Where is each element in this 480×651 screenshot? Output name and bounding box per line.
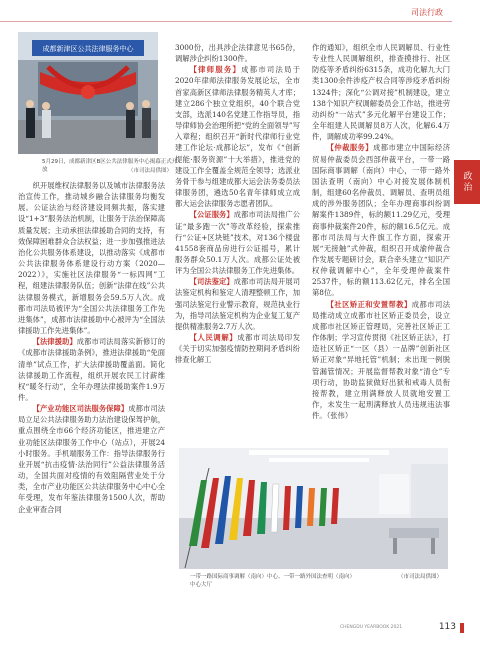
section-body: 成都市司法局印发《关于切实加强疫情防控期间矛盾纠纷排查化解工: [175, 333, 301, 365]
page-number: 113: [438, 622, 456, 632]
hall-illustration: [179, 448, 448, 569]
section-body: 成都市建立中国际经济贸易仲裁委员会西部仲裁平台，一带一路国际商事调解（南向）中心，一带一路外国法查明（南向）中心对接发展体制机制，组建60名仲裁员、调解员、查明员组成的涉外服务团队；全年办理商事纠纷调解案件1389件，标的额11.29亿元，受理商事仲裁案件20件，标的额16.5亿元。成都市司法局与大件旗工作方面，探索开展“无接触”式仲裁，组织召开成渝仲裁合作发展专题研讨会，联合牵头建立“知识产权仲裁调解中心”，全年受理仲裁案件2537件，标的额113.62亿元，排名全国第8位。: [312, 143, 451, 298]
section-body: 成都市司法局立足公共法律服务助力法治建设保驾护航，重点围绕全市66个经济功能区，推进建立产业功能区法律服务工作中心（站点），开展24小时服务。手机端服务工作：指导法律服务行业开展“抗击疫情·法治同行”公益法律服务活动，全国共面对疫情的有效阻隔营业处于分类，全市产业功能区公共法律服务中心中心全年受理，发布年鉴法律服务1500人次，帮助企业审查合同: [18, 404, 165, 514]
header-rule: [0, 21, 452, 22]
photo-top-credit: （市司法局供图）: [127, 168, 172, 174]
article-paragraph: 3000份，出具涉企法律意见书65份，调解涉企纠纷1300件。: [175, 43, 300, 64]
ceremony-illustration: [18, 32, 158, 154]
article-section: [18, 403, 165, 515]
center-sign-text: 成都新津区公共法律服务中心: [42, 45, 134, 53]
section-body: 成都市司法局开展司法鉴定机构和鉴定人清理整顿工作，加强司法鉴定行业警示教育，规范执业行为，指导司法鉴定机构为企业复工复产提供精准服务2.7万人次。: [175, 277, 301, 331]
section-heading: 【司法鉴定】: [189, 277, 234, 287]
article-section: [175, 276, 300, 332]
section-heading: 【产业功能区司法服务保障】: [32, 404, 129, 414]
article-section: [175, 209, 300, 276]
side-section-tab: 政治: [454, 160, 480, 204]
article-column-2: [175, 42, 300, 366]
article-section: [175, 64, 300, 209]
section-heading: 【公证服务】: [189, 210, 234, 220]
section-body: 成都市司法局于2020年律师法律服务发展论坛，全市首家高新区律师法律服务精英人才库；建立286个独立党组织，40个联合党支部，选派140名党建工作指导员，指导律师协会治理所把“党的全面领导”写入章程；组织召开“新时代律师行业党建工作论坛·成都论坛”，发布《“创新提能·服务资源”十大举措》，推进党的建设工作全覆盖全规范全领导；选派业务骨干参与组建成都大运会法务委员法律服务团，遴选50名青年律师成立成都大运会法律服务志愿者团队。: [175, 65, 301, 209]
yearbook-title: CHENGDU YEARBOOK 2021: [340, 625, 403, 630]
section-heading: 【律师服务】: [189, 65, 242, 75]
ceremony-photo: [18, 32, 158, 154]
article-section: [175, 332, 300, 365]
photo-top-caption: 5月29日，成都新津区B区公共法律服务中心揭幕正式开放: [42, 159, 178, 173]
hall-photo: [179, 448, 448, 569]
photo-bottom-credit: （市司法局供图）: [397, 574, 442, 580]
article-column-3: [312, 42, 450, 421]
article-section: [312, 142, 450, 298]
page-footer: [340, 622, 456, 634]
section-tag: 司法行政: [411, 8, 443, 17]
article-column-1: [18, 180, 165, 515]
section-body: 成都市司法局推广公证“最多跑一次”等改革经验，探索推行“公证+区块链”技术，对136个楼盘41558套商品房进行公证摇号，累计服务群众50.1万人次。成都公证处被评为全国公共法律服务工作先进集体。: [175, 210, 301, 276]
article-section: [18, 336, 165, 403]
section-heading: 【仲裁服务】: [326, 143, 374, 153]
section-body: 成都市司法局落实新修订的《成都市法律援助条例》，推进法律援助“免面清单”试点工作，扩大法律援助覆盖面。简化法律援助工作流程，组织开展农民工讨薪维权“暖冬行动”，全年办理法律援助案件1.9万件。: [18, 337, 165, 402]
section-body: 成都市司法局推动成立成都市社区矫正委员会，设立成都市社区矫正管理局，完善社区矫正工作体制；学习宣传贯彻《社区矫正法》，打造社区矫正“一区（县）一品牌”创新社区矫正对象“异地托管”机制；未出现一例脱管漏管情况；开展监督帮教对象“清仓”专项行动，协助监狱做好出狱和戒毒人员衔接帮教，建立刑满释放人员就地安置工作，未发生一起刑满释放人员违规违法事件。（张伟）: [312, 299, 451, 421]
article-paragraph: 织开展维权法律服务以及城市法律服务法治宣传工作，推动城乡融合法律服务均衡发展。公证法治与经济建设同频共振，落实建设“1+3”服务法治机制，让服务于法治保障高质量发展；主动承担法律援助合同的支持，有效保障困难群众合法权益；进一步加强推进法治化公共服务体系建设，以推动落实《成都市公共法律服务体系建设行动方案（2020—2022）》，实施社区法律服务“一标四网”工程，组建法律服务队伍；创新“法律在线”公共法律服务模式，新增服务会59.5万人次。成都市司法局被评为“全国公共法律服务工作先进集体”，成都市法律援助中心被评为“全国法律援助工作先进集体”。: [18, 181, 165, 336]
section-heading: 【社区矫正和安置帮教】: [326, 299, 412, 309]
section-heading: 【法律援助】: [32, 337, 77, 347]
section-heading: 【人民调解】: [189, 333, 238, 343]
article-section: [312, 299, 450, 422]
footer-accent-bar: [460, 623, 464, 633]
photo-bottom-caption: 一带一路国际商事调解（南向）中心、一带一路外国法查明（南向）中心大厅: [190, 574, 356, 588]
article-paragraph: 作的通知》，组织全市人民调解员、行业性专业性人民调解组织，排查摸排行、社区防疫等矛盾纠纷6315条，成功化解九大门类1300余件涉疫产权合同等涉疫矛盾纠纷1324件；深化“公调对接”机制建设，建立138个知识产权调解委员会工作站，推进劳动纠纷“一站式”多元化解平台建设工作；全年组建人民调解员8万人次，化解6.4万件，调解成功率99.24%。: [312, 43, 450, 142]
